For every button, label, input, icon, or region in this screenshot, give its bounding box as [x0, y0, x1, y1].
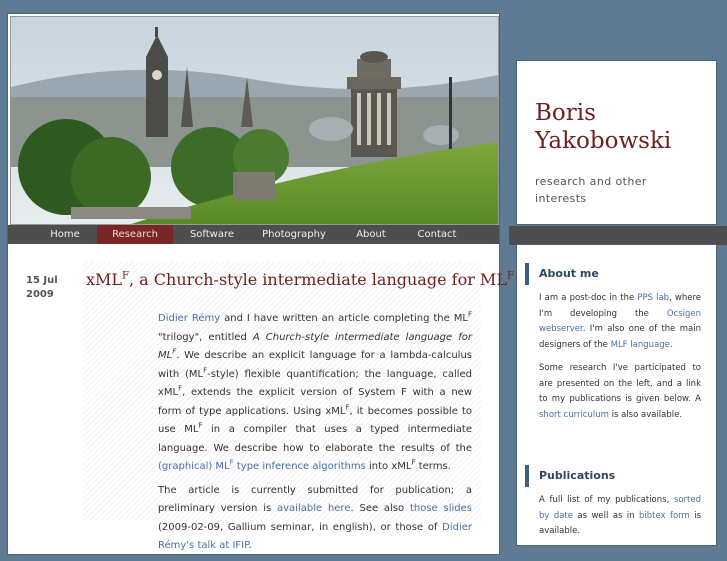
publications-heading: Publications — [525, 465, 699, 487]
link-those-slides[interactable]: those slides — [409, 503, 472, 514]
hero-photo-edinburgh — [10, 16, 499, 225]
link-ocsigen[interactable]: Ocsigen webserver — [539, 308, 701, 334]
link-mlf-language[interactable]: MLF language — [610, 339, 670, 350]
nav-photography[interactable]: Photography — [262, 229, 326, 240]
site-title-last: Yakobowski — [535, 128, 672, 154]
site-title[interactable] — [535, 99, 671, 155]
nav-about[interactable]: About — [356, 229, 386, 240]
post-paragraph: Didier Rémy and I have written an article completing the $ML^F$ "trilogy", entitled A Church-style intermediate language for $ML^F$. We describe an explicit language for a lambda-calculus with $(ML^F-style)$ flexible quantification; the language, called xML$^F$, extends the explicit version of System F with a new form of type applications. Using xML$^F$, it becomes possible to use $ML^F$ in a compiler that uses a typed intermediate language. We describe how to elaborate the results of the (graphical) $ML^F$ type inference algorithms into xML$^F$ terms. — [158, 310, 473, 472]
nav-home[interactable]: Home — [50, 229, 80, 240]
publications-paragraph: A full list of my publications, sorted by date as well as in bibtex form is available. — [539, 495, 701, 536]
link-didier-remy[interactable]: Didier Rémy — [158, 313, 221, 324]
nav-contact[interactable]: Contact — [417, 229, 457, 240]
post-title[interactable]: xML$^F$, a Church-style intermediate language for $ML^F$ — [86, 270, 514, 289]
nav-research[interactable]: Research — [97, 225, 173, 244]
sidebar — [517, 245, 716, 545]
main-nav — [8, 225, 499, 244]
nav-software[interactable]: Software — [189, 229, 235, 240]
link-short-curriculum[interactable]: short curriculum — [539, 409, 609, 420]
link-remy-talk-ifip[interactable]: Didier Rémy's talk at IFIP — [158, 521, 472, 551]
link-graphical-mlf[interactable]: (graphical) $ML^F$ type inference algorithms — [158, 458, 366, 472]
post-date — [26, 274, 58, 302]
content-area — [8, 244, 514, 554]
publications-text — [539, 493, 701, 548]
about-paragraph: Some research I've participated to are presented on the left, and a link to my publications is given below. A short curriculum is also available. — [539, 363, 701, 420]
hero-image — [11, 17, 498, 224]
sidebar-bar — [509, 226, 727, 245]
post-box — [83, 262, 514, 551]
post-paragraph: The article is currently submitted for publication; a preliminary version is available here. See also those slides (2009-02-09, Gallium seminar, in english), or those of Didier Rémy's talk at IFIP. — [158, 484, 472, 551]
site-title-first: Boris — [535, 100, 596, 126]
link-available-here[interactable]: available here — [277, 503, 351, 514]
sidebar-header — [517, 61, 716, 224]
site-subtitle: research and other interests — [535, 175, 647, 205]
about-paragraph: I am a post-doc in the PPS lab, where I'm developing the Ocsigen webserver. I'm also one of the main designers of the MLF language. — [539, 293, 701, 350]
about-text — [539, 291, 701, 431]
post-date-year: 2009 — [26, 289, 54, 300]
link-bibtex[interactable]: bibtex form — [638, 510, 690, 521]
about-heading: About me — [525, 263, 699, 285]
link-pps-lab[interactable]: PPS lab — [637, 293, 670, 303]
post-body — [158, 310, 472, 561]
link-sorted-by-date[interactable]: sorted by date — [539, 495, 701, 521]
main-panel — [8, 14, 514, 554]
post-date-day: 15 Jul — [26, 275, 58, 286]
